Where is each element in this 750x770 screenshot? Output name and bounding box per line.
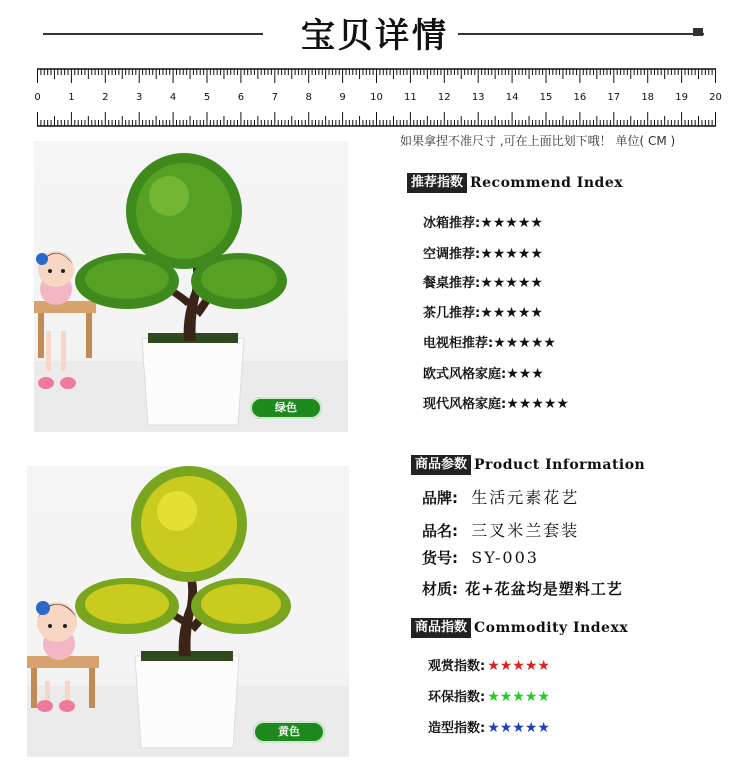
recommend-label: 欧式风格家庭:	[423, 367, 507, 382]
ruler-label: 10	[370, 92, 383, 103]
commodity-label: 观赏指数:	[428, 659, 486, 674]
recommend-badge: 推荐指数	[407, 173, 467, 193]
info-row-material	[422, 578, 623, 599]
info-label: 材质:	[422, 580, 458, 598]
info-value: 花+花盆均是塑料工艺	[465, 580, 623, 598]
recommend-label: 冰箱推荐:	[423, 216, 481, 231]
ruler-label: 20	[709, 92, 722, 103]
ruler-label: 3	[136, 92, 143, 103]
recommend-label: 茶几推荐:	[423, 306, 481, 321]
ruler-label: 1	[68, 92, 75, 103]
yellow-bonsai-illustration	[27, 466, 349, 757]
commodity-row	[428, 717, 550, 736]
recommend-row	[423, 363, 544, 382]
commodity-heading	[411, 618, 628, 638]
star-rating: ★★★★★	[487, 658, 550, 674]
product-badge: 商品参数	[411, 455, 471, 475]
recommend-label: 空调推荐:	[423, 247, 481, 262]
info-value: SY-003	[471, 548, 539, 567]
ruler-label: 7	[271, 92, 278, 103]
star-rating: ★★★	[506, 366, 544, 382]
recommend-label: 现代风格家庭:	[423, 397, 507, 412]
ruler-label: 14	[505, 92, 519, 103]
info-row-name	[422, 518, 579, 541]
info-label: 品名:	[422, 522, 458, 540]
recommend-row	[423, 212, 543, 231]
ruler-label: 8	[305, 92, 312, 103]
ruler-label: 4	[169, 92, 177, 103]
star-rating: ★★★★★	[487, 689, 550, 705]
ruler-label: 12	[437, 92, 451, 103]
ruler-label: 5	[203, 92, 211, 103]
star-rating: ★★★★★	[480, 215, 543, 231]
info-value: 三叉米兰套装	[471, 521, 580, 540]
ruler-label: 16	[573, 92, 587, 103]
green-color-tag: 绿色	[250, 397, 322, 419]
commodity-label: 环保指数:	[428, 690, 486, 705]
info-value: 生活元素花艺	[471, 488, 580, 507]
recommend-row	[423, 332, 556, 351]
info-label: 品牌:	[422, 489, 458, 507]
yellow-bonsai-photo	[27, 466, 349, 757]
commodity-row	[428, 655, 550, 674]
ruler-label: 11	[404, 92, 417, 103]
commodity-title: Commodity Indexx	[474, 620, 629, 636]
ruler-note: 如果拿捏不准尺寸 ,可在上面比划下哦！ 单位( CM )	[400, 134, 676, 148]
product-heading	[411, 455, 645, 475]
ruler-label: 13	[471, 92, 485, 103]
star-rating: ★★★★★	[487, 720, 550, 736]
ruler-label: 2	[102, 92, 109, 103]
star-rating: ★★★★★	[493, 335, 556, 351]
info-row-brand	[422, 485, 579, 508]
info-row-sku	[422, 547, 539, 568]
commodity-badge: 商品指数	[411, 618, 471, 638]
star-rating: ★★★★★	[480, 305, 543, 321]
page-title: 宝贝详情	[301, 16, 449, 56]
ruler-label: 17	[607, 92, 621, 103]
ruler-label: 19	[675, 92, 688, 103]
commodity-row	[428, 686, 550, 705]
recommend-row	[423, 243, 543, 262]
recommend-row	[423, 393, 569, 412]
star-rating: ★★★★★	[480, 246, 543, 262]
recommend-label: 餐桌推荐:	[423, 276, 481, 291]
header-line-right	[458, 33, 704, 35]
header-line-cap	[693, 28, 703, 36]
ruler-label: 18	[641, 92, 655, 103]
recommend-label: 电视柜推荐:	[423, 336, 494, 351]
recommend-row	[423, 302, 543, 321]
ruler-label: 6	[237, 92, 245, 103]
ruler-label: 0	[34, 92, 41, 103]
measurement-ruler	[34, 68, 722, 130]
yellow-color-tag: 黄色	[253, 721, 325, 743]
star-rating: ★★★★★	[506, 396, 569, 412]
info-label: 货号:	[422, 549, 458, 567]
commodity-label: 造型指数:	[428, 721, 486, 736]
ruler-label: 9	[339, 92, 346, 103]
header-line-left	[43, 33, 263, 35]
product-title: Product Information	[474, 457, 646, 473]
recommend-heading	[407, 173, 623, 193]
green-bonsai-photo	[34, 141, 348, 432]
star-rating: ★★★★★	[480, 275, 543, 291]
ruler-label: 15	[539, 92, 553, 103]
recommend-title: Recommend Index	[470, 175, 624, 191]
green-bonsai-illustration	[34, 141, 348, 432]
recommend-row	[423, 272, 543, 291]
